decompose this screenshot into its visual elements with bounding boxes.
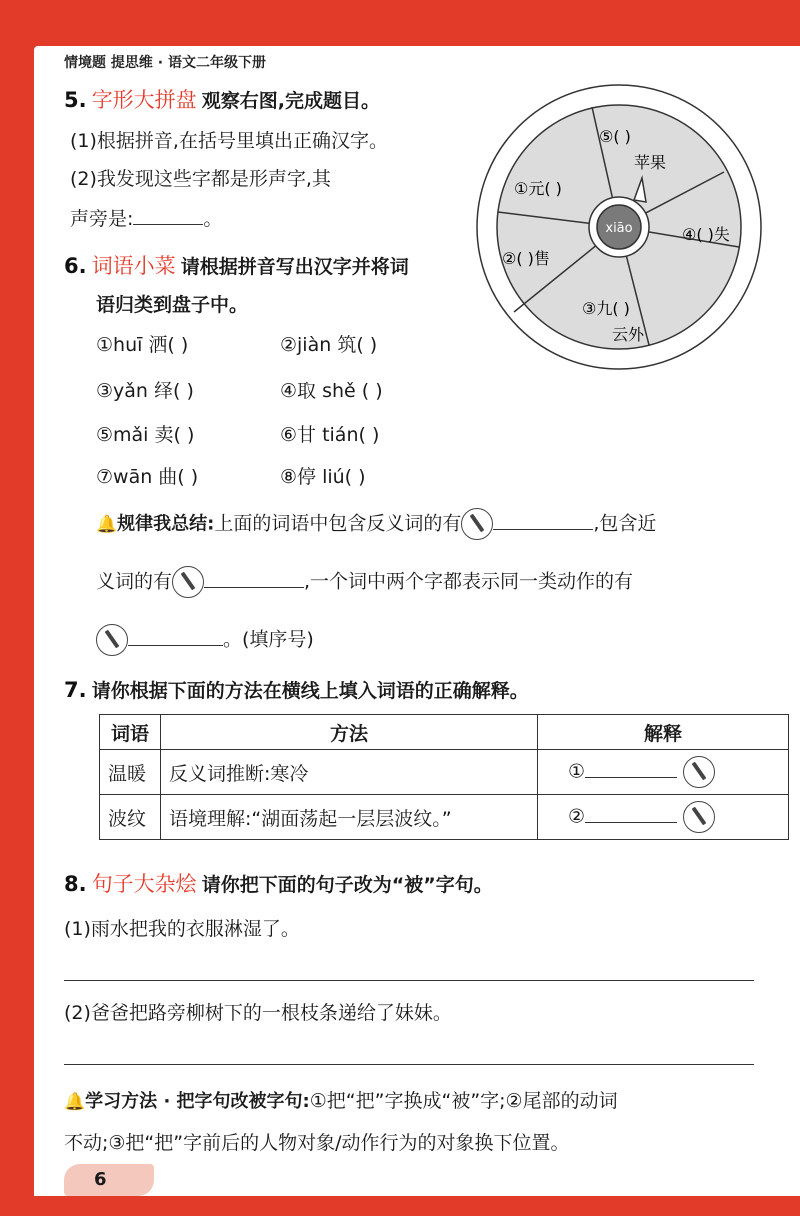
q6-item-2: ②jiàn 筑( ) — [280, 334, 378, 356]
question-number: 6. — [64, 254, 87, 278]
tip-line-2: 不动;③把“把”字前后的人物对象/动作行为的对象换下位置。 — [64, 1132, 570, 1154]
q6-item-7: ⑦wān 曲( ) — [96, 466, 199, 488]
tip-title: 学习方法 · 把字句改被字句: — [85, 1091, 310, 1112]
rule-text-2: 义词的有 — [96, 570, 173, 593]
q8-sentence-1: (1)雨水把我的衣服淋湿了。 — [64, 918, 300, 940]
q6-item-8: ⑧停 liú( ) — [280, 466, 366, 488]
rule-summary-line2 — [96, 566, 633, 598]
row-answer-cell — [538, 750, 789, 795]
answer-line-2[interactable] — [64, 1064, 754, 1065]
question-7-heading — [64, 676, 529, 703]
answer-marker: ② — [568, 805, 586, 828]
answer-line[interactable] — [585, 822, 677, 823]
q6-item-6: ⑥甘 tián( ) — [280, 424, 380, 446]
page-number: 6 — [64, 1164, 154, 1196]
answer-line[interactable] — [204, 587, 304, 588]
question-5-heading — [64, 84, 380, 114]
question-number: 7. — [64, 678, 87, 702]
table-row — [100, 750, 789, 795]
rule-text-1: 上面的词语中包含反义词的有 — [214, 512, 462, 535]
pen-icon — [461, 508, 493, 540]
answer-marker: ① — [568, 760, 586, 783]
question-6-heading — [64, 250, 409, 280]
question-title: 词语小菜 — [91, 254, 176, 278]
question-8-heading — [64, 868, 493, 898]
pen-icon — [683, 801, 715, 833]
pen-icon — [172, 566, 204, 598]
row-method: 语境理解:“湖面荡起一层层波纹。” — [161, 795, 538, 840]
wheel-item-5: ⑤( ) — [599, 127, 631, 146]
question-desc: 请根据拼音写出汉字并将词 — [180, 256, 409, 278]
tip-line-1 — [64, 1086, 618, 1113]
wheel-item-3-word: 云外 — [612, 325, 645, 344]
table-row — [100, 795, 789, 840]
rule-summary-line1 — [96, 508, 656, 540]
table-header-row — [100, 715, 789, 750]
answer-line[interactable] — [133, 224, 203, 225]
wheel-center-pinyin: xiāo — [605, 221, 633, 236]
q8-sentence-2: (2)爸爸把路旁柳树下的一根枝条递给了妹妹。 — [64, 1002, 452, 1024]
row-word: 温暖 — [100, 750, 161, 795]
header-word: 词语 — [100, 715, 161, 750]
question-title: 句子大杂烩 — [91, 872, 197, 896]
wheel-item-4: ④( )失 — [682, 225, 730, 244]
answer-line[interactable] — [493, 529, 593, 530]
character-wheel-diagram — [474, 82, 774, 382]
q6-item-5: ⑤mǎi 卖( ) — [96, 424, 195, 446]
page-header: 情境题 提思维 · 语文二年级下册 — [64, 55, 266, 71]
pen-icon — [96, 624, 128, 656]
rule-text-1-end: ,包含近 — [593, 512, 657, 535]
tip-text-1: ①把“把”字换成“被”字;②尾部的动词 — [309, 1090, 618, 1112]
rule-text-3-end: 。(填序号) — [223, 628, 314, 651]
bell-icon: 🔔 — [64, 1092, 86, 1112]
row-method: 反义词推断:寒冷 — [161, 750, 538, 795]
rule-text-2-end: ,一个词中两个字都表示同一类动作的有 — [304, 570, 634, 593]
row-answer-cell — [538, 795, 789, 840]
q5-sub2: (2)我发现这些字都是形声字,其 — [70, 168, 331, 190]
answer-line[interactable] — [128, 645, 223, 646]
wheel-item-2: ②( )售 — [502, 249, 550, 268]
question-title: 字形大拼盘 — [91, 88, 197, 112]
answer-line-1[interactable] — [64, 980, 754, 981]
worksheet-page — [34, 46, 800, 1196]
bell-icon: 🔔 — [96, 514, 118, 535]
question-desc: 请你根据下面的方法在横线上填入词语的正确解释。 — [91, 680, 529, 702]
wheel-item-5-word: 苹果 — [634, 153, 667, 172]
question-desc-cont: 语归类到盘子中。 — [96, 294, 249, 316]
q6-item-1: ①huī 洒( ) — [96, 334, 189, 356]
question-desc: 观察右图,完成题目。 — [201, 90, 380, 112]
q5-sub2-end: 。 — [203, 208, 223, 230]
rule-summary-line3 — [96, 624, 314, 656]
row-word: 波纹 — [100, 795, 161, 840]
explanation-table — [99, 714, 789, 840]
q5-sub2b-text: 声旁是: — [70, 208, 134, 230]
header-explanation: 解释 — [538, 715, 789, 750]
q5-sub1: (1)根据拼音,在括号里填出正确汉字。 — [70, 130, 388, 152]
wheel-item-1: ①元( ) — [514, 179, 562, 198]
question-number: 8. — [64, 872, 87, 896]
header-method: 方法 — [161, 715, 538, 750]
rule-title: 规律我总结: — [117, 513, 215, 535]
question-number: 5. — [64, 88, 87, 112]
question-desc: 请你把下面的句子改为“被”字句。 — [201, 874, 493, 896]
q5-sub2-line2 — [70, 204, 222, 231]
wheel-item-3: ③九( ) — [582, 299, 630, 318]
q6-item-3: ③yǎn 绎( ) — [96, 380, 194, 402]
pen-icon — [683, 756, 715, 788]
q6-item-4: ④取 shě ( ) — [280, 380, 383, 402]
answer-line[interactable] — [585, 777, 677, 778]
